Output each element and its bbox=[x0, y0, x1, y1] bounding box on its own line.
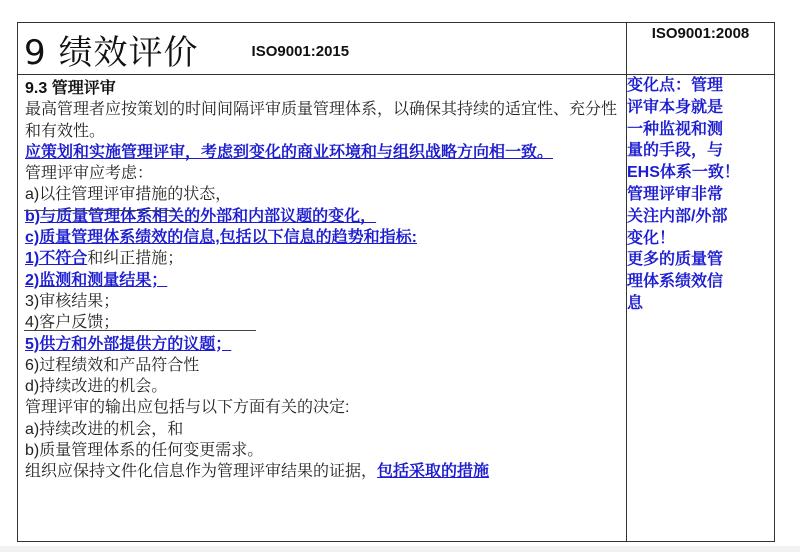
clause-text-cell bbox=[18, 75, 627, 542]
item-5: 5)供方和外部提供方的议题； bbox=[25, 335, 232, 353]
evidence-lead: 组织应保持文件化信息作为管理评审结果的证据， bbox=[25, 463, 378, 481]
item-6: 6)过程绩效和产品符合性 bbox=[25, 356, 200, 374]
change-note-line: 变化！ bbox=[627, 229, 676, 247]
change-note-line: 一种监视和测 bbox=[627, 120, 724, 138]
item-3: 3)审核结果； bbox=[25, 292, 120, 310]
change-note-line: 量的手段，与 bbox=[627, 142, 724, 160]
evidence-highlight: 包括采取的措施 bbox=[377, 463, 490, 481]
page-title: 9 绩效评价 bbox=[24, 33, 199, 73]
underline-rule bbox=[24, 210, 176, 211]
input-c: c)质量管理体系绩效的信息,包括以下信息的趋势和指标: bbox=[25, 229, 418, 247]
change-note-cell bbox=[627, 75, 775, 542]
clause-intro: 最高管理者应按策划的时间间隔评审质量管理体系，以确保其持续的适宜性、充分性和有效性。 bbox=[25, 101, 618, 140]
input-a: a)以往管理评审措施的状态， bbox=[25, 186, 232, 204]
evidence-line bbox=[25, 461, 620, 482]
standard-2015-label: ISO9001:2015 bbox=[251, 43, 350, 60]
input-d: d)持续改进的机会。 bbox=[25, 378, 168, 396]
standard-2008-label: ISO9001:2008 bbox=[651, 25, 750, 42]
change-note-line: 关注内部/外部 bbox=[627, 207, 728, 225]
header-cell-2008 bbox=[627, 23, 775, 75]
change-note-line: 变化点：管理 bbox=[627, 77, 724, 94]
input-b: b)与质量管理体系相关的外部和内部议题的变化， bbox=[25, 207, 377, 225]
change-note-line: 更多的质量管 bbox=[627, 251, 724, 269]
item-1 bbox=[25, 248, 620, 269]
header-cell-2015 bbox=[18, 23, 627, 75]
comparison-table bbox=[17, 22, 775, 542]
output-a: a)持续改进的机会，和 bbox=[25, 420, 184, 438]
clause-heading: 9.3 管理评审 bbox=[25, 80, 116, 97]
underline-rule bbox=[24, 330, 256, 331]
item-1-highlight: 1)不符合 bbox=[25, 250, 88, 268]
change-note-line: 管理评审非常 bbox=[627, 185, 724, 203]
item-2: 2)监测和测量结果； bbox=[25, 271, 168, 289]
output-b: b)质量管理体系的任何变更需求。 bbox=[25, 442, 264, 460]
item-4: 4)客户反馈； bbox=[25, 314, 120, 332]
change-note-line: 理体系绩效信 bbox=[627, 273, 724, 291]
inputs-heading: 管理评审应考虑： bbox=[25, 165, 154, 183]
item-1-rest: 和纠正措施； bbox=[87, 250, 184, 268]
outputs-heading: 管理评审的输出应包括与以下方面有关的决定: bbox=[25, 399, 350, 417]
change-note-line: EHS体系一致！ bbox=[627, 164, 740, 182]
change-note-line: 息 bbox=[627, 294, 644, 312]
change-note-line: 评审本身就是 bbox=[627, 98, 724, 116]
new-requirement-text: 应策划和实施管理评审，考虑到变化的商业环境和与组织战略方向相一致。 bbox=[25, 143, 554, 161]
